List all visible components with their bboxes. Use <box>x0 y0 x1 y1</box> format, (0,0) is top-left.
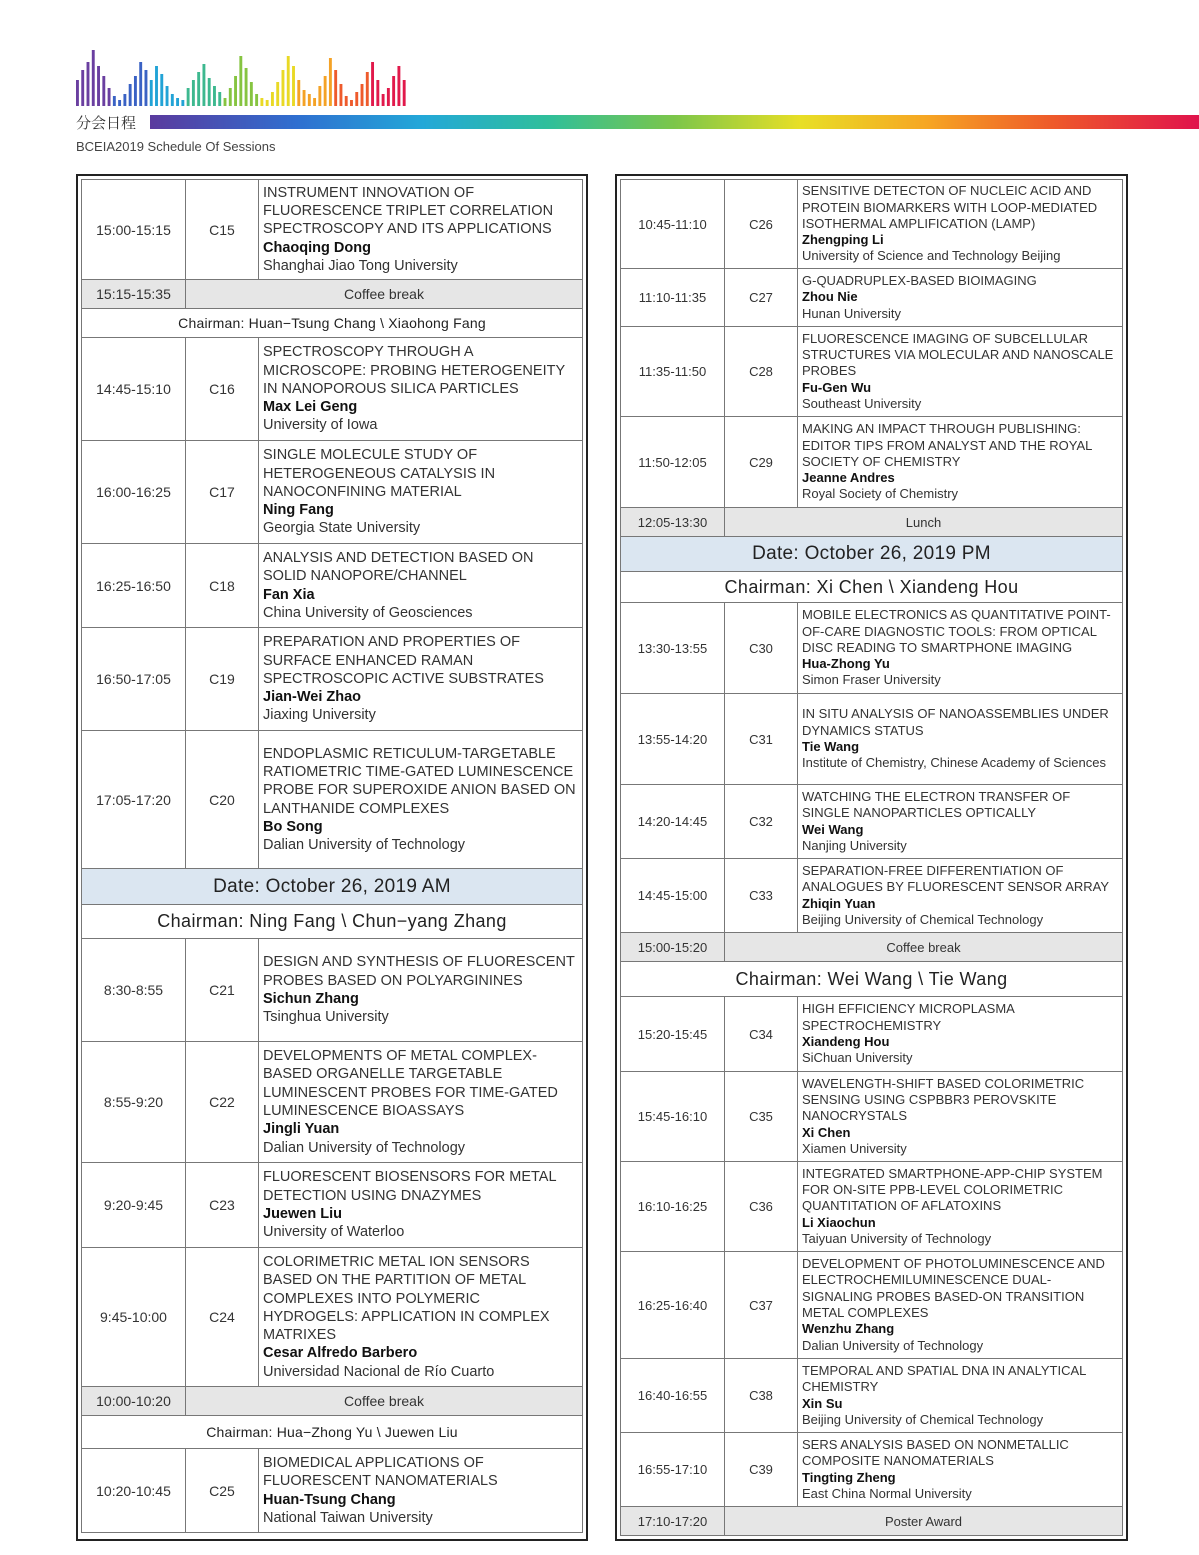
session-details <box>259 1163 583 1248</box>
logo-bar <box>113 96 116 106</box>
session-time: 9:20-9:45 <box>82 1163 186 1248</box>
section-title-en: BCEIA2019 Schedule Of Sessions <box>76 139 276 154</box>
talk-title: SPECTROSCOPY THROUGH A MICROSCOPE: PROBING HETEROGENEITY IN NANOPOROUS SILICA PARTICLES <box>263 344 565 397</box>
logo-bar <box>150 80 153 106</box>
session-row <box>82 628 583 731</box>
session-code: C32 <box>725 785 798 859</box>
logo-bar <box>350 100 353 106</box>
logo-bar <box>282 70 285 106</box>
logo-bar <box>166 86 169 106</box>
speaker-affiliation: Shanghai Jiao Tong University <box>263 257 458 274</box>
session-details <box>798 1252 1123 1359</box>
talk-title: HIGH EFFICIENCY MICROPLASMA SPECTROCHEMISTRY <box>802 1001 1015 1033</box>
schedule-table-right <box>620 179 1123 1536</box>
logo-bar <box>108 88 111 106</box>
logo-bar <box>229 88 232 106</box>
chairman-label: Chairman: Ning Fang \ Chun−yang Zhang <box>82 905 583 939</box>
session-details <box>798 1072 1123 1162</box>
speaker-affiliation: Simon Fraser University <box>802 672 941 688</box>
session-row <box>621 180 1123 269</box>
logo-bar <box>202 64 205 106</box>
talk-title: IN SITU ANALYSIS OF NANOASSEMBLIES UNDER DYNAMICS STATUS <box>802 706 1109 738</box>
session-time: 16:25-16:50 <box>82 544 186 628</box>
break-label: Coffee break <box>186 280 583 309</box>
session-time: 16:55-17:10 <box>621 1433 725 1507</box>
session-time: 11:10-11:35 <box>621 269 725 327</box>
logo-bar <box>397 66 400 106</box>
break-time: 15:15-15:35 <box>82 280 186 309</box>
speaker-name: Sichun Zhang <box>263 991 359 1007</box>
date-heading: Date: October 26, 2019 AM <box>82 869 583 905</box>
talk-title: INSTRUMENT INNOVATION OF FLUORESCENCE TRIPLET CORRELATION SPECTROSCOPY AND ITS APPLICATIONS <box>263 184 554 238</box>
logo-bar <box>382 94 385 106</box>
speaker-name: Max Lei Geng <box>263 399 358 416</box>
speaker-affiliation: University of Science and Technology Beijing <box>802 248 1061 264</box>
logo-bar <box>171 94 174 106</box>
logo-bar <box>208 78 211 106</box>
talk-title: FLUORESCENT BIOSENSORS FOR METAL DETECTION USING DNAZYMES <box>263 1169 557 1204</box>
logo-bar <box>403 80 406 106</box>
session-details <box>259 1449 583 1533</box>
logo-bar <box>303 90 306 106</box>
logo-bar <box>123 94 126 106</box>
chairman-label: Chairman: Xi Chen \ Xiandeng Hou <box>621 572 1123 603</box>
schedule-table-left <box>81 179 583 1533</box>
logo-bar <box>376 80 379 106</box>
session-code: C19 <box>186 628 259 731</box>
logo-bar <box>224 98 227 106</box>
speaker-name: Wenzhu Zhang <box>802 1321 895 1337</box>
logo-bar <box>118 100 121 106</box>
session-details <box>798 997 1123 1072</box>
session-row <box>82 1449 583 1533</box>
speaker-affiliation: University of Iowa <box>263 417 378 434</box>
speaker-name: Zhiqin Yuan <box>802 895 876 911</box>
session-row <box>82 939 583 1042</box>
logo-bar <box>239 56 242 106</box>
break-time: 12:05-13:30 <box>621 508 725 537</box>
chairman-row <box>82 1416 583 1449</box>
session-code: C38 <box>725 1359 798 1433</box>
session-code: C17 <box>186 441 259 544</box>
talk-title: G-QUADRUPLEX-BASED BIOIMAGING <box>802 273 1037 289</box>
logo-bar <box>266 100 269 106</box>
schedule-column-left <box>76 174 588 1541</box>
speaker-affiliation: Institute of Chemistry, Chinese Academy of Sciences <box>802 755 1106 771</box>
session-row <box>82 338 583 441</box>
session-row <box>621 859 1123 933</box>
session-code: C34 <box>725 997 798 1072</box>
speaker-name: Xi Chen <box>802 1124 851 1140</box>
speaker-name: Xin Su <box>802 1395 843 1411</box>
logo-bar <box>250 82 253 106</box>
session-code: C29 <box>725 417 798 508</box>
logo-bar <box>102 76 105 106</box>
session-row <box>621 785 1123 859</box>
speaker-affiliation: Dalian University of Technology <box>263 837 466 854</box>
session-row <box>621 1072 1123 1162</box>
session-time: 16:50-17:05 <box>82 628 186 731</box>
session-row <box>621 269 1123 327</box>
session-code: C35 <box>725 1072 798 1162</box>
talk-title: FLUORESCENCE IMAGING OF SUBCELLULAR STRUCTURES VIA MOLECULAR AND NANOSCALE PROBES <box>802 330 1114 379</box>
speaker-name: Fan Xia <box>263 586 315 603</box>
logo-bar <box>92 50 95 106</box>
talk-title: MOBILE ELECTRONICS AS QUANTITATIVE POINT-OF-CARE DIAGNOSTIC TOOLS: FROM OPTICAL DISC READING TO SMARTPHONE IMAGING <box>802 607 1111 655</box>
talk-title: SERS ANALYSIS BASED ON NONMETALLIC COMPOSITE NANOMATERIALS <box>802 1436 1069 1469</box>
session-time: 16:10-16:25 <box>621 1162 725 1252</box>
speaker-name: Juewen Liu <box>263 1206 342 1222</box>
session-row <box>82 180 583 280</box>
speaker-name: Ning Fang <box>263 502 334 519</box>
chairman-label: Chairman: Huan−Tsung Chang \ Xiaohong Fang <box>82 309 583 338</box>
session-time: 16:00-16:25 <box>82 441 186 544</box>
logo-bar <box>387 88 390 106</box>
logo-bar <box>271 92 274 106</box>
session-code: C30 <box>725 603 798 694</box>
logo-bar <box>334 70 337 106</box>
session-details <box>259 939 583 1042</box>
talk-title: DEVELOPMENTS OF METAL COMPLEX-BASED ORGANELLE TARGETABLE LUMINESCENT PROBES FOR TIME-GATED LUMINESCENCE BIOASSAYS <box>263 1048 558 1119</box>
chairman-row <box>82 905 583 939</box>
logo-bar <box>97 66 100 106</box>
logo-bar <box>134 76 137 106</box>
session-row <box>621 997 1123 1072</box>
session-row <box>621 1433 1123 1507</box>
session-details <box>798 785 1123 859</box>
logo-bar <box>245 68 248 106</box>
logo-bar <box>361 84 364 106</box>
speaker-name: Zhou Nie <box>802 289 858 305</box>
logo-bar <box>345 96 348 106</box>
logo-bar <box>324 76 327 106</box>
session-code: C16 <box>186 338 259 441</box>
logo-bar <box>313 98 316 106</box>
session-row <box>621 603 1123 694</box>
talk-title: SENSITIVE DETECTON OF NUCLEIC ACID AND PROTEIN BIOMARKERS WITH LOOP-MEDIATED ISOTHERMAL AMPLIFICATION (LAMP) <box>802 183 1098 231</box>
logo-bar <box>192 80 195 106</box>
session-time: 10:20-10:45 <box>82 1449 186 1533</box>
session-row <box>621 1252 1123 1359</box>
session-time: 8:55-9:20 <box>82 1042 186 1163</box>
session-time: 16:40-16:55 <box>621 1359 725 1433</box>
speaker-affiliation: Xiamen University <box>802 1140 907 1156</box>
session-details <box>259 441 583 544</box>
speaker-affiliation: Beijing University of Chemical Technology <box>802 1411 1044 1427</box>
session-code: C33 <box>725 859 798 933</box>
break-row <box>82 280 583 309</box>
logo-bar <box>255 94 258 106</box>
schedule-column-right <box>615 174 1128 1541</box>
logo-bar <box>392 76 395 106</box>
speaker-name: Tingting Zheng <box>802 1469 896 1485</box>
speaker-affiliation: University of Waterloo <box>263 1224 405 1241</box>
session-row <box>82 544 583 628</box>
session-time: 10:45-11:10 <box>621 180 725 269</box>
session-time: 8:30-8:55 <box>82 939 186 1042</box>
session-details <box>798 859 1123 933</box>
break-row <box>621 933 1123 962</box>
logo-bar <box>371 62 374 106</box>
session-code: C37 <box>725 1252 798 1359</box>
logo-bar <box>308 94 311 106</box>
logo-bar <box>87 62 90 106</box>
logo-bar <box>81 70 84 106</box>
break-label: Poster Award <box>725 1507 1123 1536</box>
speaker-affiliation: Dalian University of Technology <box>263 1139 466 1156</box>
speaker-affiliation: Georgia State University <box>263 520 421 537</box>
session-code: C18 <box>186 544 259 628</box>
session-time: 14:45-15:10 <box>82 338 186 441</box>
session-time: 15:00-15:15 <box>82 180 186 280</box>
talk-title: WAVELENGTH-SHIFT BASED COLORIMETRIC SENSING USING CSPBBR3 PEROVSKITE NANOCRYSTALS <box>802 1075 1085 1124</box>
talk-title: ENDOPLASMIC RETICULUM-TARGETABLE RATIOMETRIC TIME-GATED LUMINESCENCE PROBE FOR SUPEROXIDE ANION BASED ON LANTHANIDE COMPLEXES <box>263 745 576 817</box>
session-time: 16:25-16:40 <box>621 1252 725 1359</box>
session-row <box>621 694 1123 785</box>
session-time: 11:35-11:50 <box>621 327 725 417</box>
session-time: 14:20-14:45 <box>621 785 725 859</box>
session-details <box>259 1042 583 1163</box>
break-label: Lunch <box>725 508 1123 537</box>
break-time: 10:00-10:20 <box>82 1387 186 1416</box>
break-row <box>621 1507 1123 1536</box>
session-details <box>798 180 1123 269</box>
talk-title: DESIGN AND SYNTHESIS OF FLUORESCENT PROBES BASED ON POLYARGININES <box>263 954 575 989</box>
logo-bar <box>287 56 290 106</box>
session-time: 13:55-14:20 <box>621 694 725 785</box>
speaker-affiliation: SiChuan University <box>802 1050 913 1066</box>
section-title-cn: 分会日程 <box>76 115 137 132</box>
talk-title: MAKING AN IMPACT THROUGH PUBLISHING: EDITOR TIPS FROM ANALYST AND THE ROYAL SOCIETY OF CHEMISTRY <box>802 421 1092 469</box>
session-time: 15:45-16:10 <box>621 1072 725 1162</box>
break-time: 17:10-17:20 <box>621 1507 725 1536</box>
speaker-affiliation: Hunan University <box>802 305 901 321</box>
session-time: 13:30-13:55 <box>621 603 725 694</box>
session-details <box>259 628 583 731</box>
session-code: C31 <box>725 694 798 785</box>
speaker-affiliation: Taiyuan University of Technology <box>802 1230 992 1246</box>
talk-title: PREPARATION AND PROPERTIES OF SURFACE ENHANCED RAMAN SPECTROSCOPIC ACTIVE SUBSTRATES <box>263 634 544 687</box>
logo-bars-graphic <box>76 48 408 106</box>
logo-bar <box>234 76 237 106</box>
session-code: C36 <box>725 1162 798 1252</box>
speaker-affiliation: Dalian University of Technology <box>802 1337 984 1353</box>
speaker-name: Jingli Yuan <box>263 1121 340 1138</box>
session-details <box>259 180 583 280</box>
logo-bar <box>176 98 179 106</box>
session-row <box>621 327 1123 417</box>
logo-bar <box>76 80 79 106</box>
logo-bar <box>318 86 321 106</box>
speaker-affiliation: Jiaxing University <box>263 707 376 724</box>
speaker-name: Jeanne Andres <box>802 470 895 486</box>
logo-bar <box>339 84 342 106</box>
chairman-row <box>621 572 1123 603</box>
logo-bar <box>187 88 190 106</box>
speaker-affiliation: National Taiwan University <box>263 1509 433 1526</box>
date-heading: Date: October 26, 2019 PM <box>621 537 1123 572</box>
logo-bar <box>213 86 216 106</box>
session-row <box>82 441 583 544</box>
session-row <box>621 1359 1123 1433</box>
speaker-name: Hua-Zhong Yu <box>802 656 890 672</box>
session-time: 14:45-15:00 <box>621 859 725 933</box>
logo-bar <box>260 98 263 106</box>
talk-title: WATCHING THE ELECTRON TRANSFER OF SINGLE NANOPARTICLES OPTICALLY <box>802 788 1071 821</box>
session-code: C21 <box>186 939 259 1042</box>
speaker-affiliation: China University of Geosciences <box>263 604 473 621</box>
session-details <box>798 417 1123 508</box>
talk-title: SINGLE MOLECULE STUDY OF HETEROGENEOUS CATALYSIS IN NANOCONFINING MATERIAL <box>263 447 496 500</box>
session-row <box>621 417 1123 508</box>
logo-bar <box>276 82 279 106</box>
speaker-affiliation: Royal Society of Chemistry <box>802 486 959 502</box>
talk-title: BIOMEDICAL APPLICATIONS OF FLUORESCENT NANOMATERIALS <box>263 1454 498 1490</box>
session-row <box>82 1042 583 1163</box>
session-details <box>798 694 1123 785</box>
session-details <box>798 603 1123 694</box>
break-label: Coffee break <box>725 933 1123 962</box>
session-details <box>798 269 1123 327</box>
session-details <box>259 544 583 628</box>
speaker-name: Wei Wang <box>802 821 864 837</box>
speaker-name: Xiandeng Hou <box>802 1034 890 1049</box>
session-time: 9:45-10:00 <box>82 1248 186 1387</box>
session-code: C25 <box>186 1449 259 1533</box>
logo-bar <box>139 62 142 106</box>
talk-title: ANALYSIS AND DETECTION BASED ON SOLID NANOPORE/CHANNEL <box>263 549 534 585</box>
logo-bar <box>129 84 132 106</box>
session-details <box>259 731 583 869</box>
speaker-name: Fu-Gen Wu <box>802 379 872 395</box>
session-details <box>798 327 1123 417</box>
chairman-row <box>621 962 1123 997</box>
session-row <box>82 731 583 869</box>
speaker-name: Chaoqing Dong <box>263 239 371 256</box>
session-code: C27 <box>725 269 798 327</box>
speaker-affiliation: Tsinghua University <box>263 1009 389 1026</box>
speaker-affiliation: Universidad Nacional de Río Cuarto <box>263 1363 495 1380</box>
session-code: C23 <box>186 1163 259 1248</box>
talk-title: INTEGRATED SMARTPHONE-APP-CHIP SYSTEM FOR ON-SITE PPB-LEVEL COLORIMETRIC QUANTITATION OF AFLATOXINS <box>802 1165 1103 1214</box>
chairman-label: Chairman: Hua−Zhong Yu \ Juewen Liu <box>82 1416 583 1449</box>
logo-bar <box>355 92 358 106</box>
session-details <box>259 338 583 441</box>
date-row <box>621 537 1123 572</box>
session-row <box>621 1162 1123 1252</box>
session-code: C15 <box>186 180 259 280</box>
speaker-name: Huan-Tsung Chang <box>263 1491 396 1508</box>
speaker-name: Tie Wang <box>802 739 860 754</box>
session-code: C39 <box>725 1433 798 1507</box>
logo-bar <box>145 70 148 106</box>
speaker-name: Li Xiaochun <box>802 1214 876 1230</box>
session-time: 17:05-17:20 <box>82 731 186 869</box>
talk-title: SEPARATION-FREE DIFFERENTIATION OF ANALOGUES BY FLUORESCENT SENSOR ARRAY <box>802 862 1110 895</box>
session-details <box>798 1433 1123 1507</box>
session-time: 11:50-12:05 <box>621 417 725 508</box>
page-header <box>0 0 1199 170</box>
session-details <box>798 1359 1123 1433</box>
session-code: C26 <box>725 180 798 269</box>
speaker-name: Cesar Alfredo Barbero <box>263 1345 418 1362</box>
logo-bar <box>160 74 163 106</box>
session-code: C28 <box>725 327 798 417</box>
session-code: C22 <box>186 1042 259 1163</box>
session-row <box>82 1248 583 1387</box>
date-row <box>82 869 583 905</box>
talk-title: DEVELOPMENT OF PHOTOLUMINESCENCE AND ELECTROCHEMILUMINESCENCE DUAL-SIGNALING PROBES BASED-ON TRANSITION METAL COMPLEXES <box>802 1256 1105 1320</box>
session-details <box>798 1162 1123 1252</box>
break-time: 15:00-15:20 <box>621 933 725 962</box>
break-row <box>621 508 1123 537</box>
session-row <box>82 1163 583 1248</box>
speaker-affiliation: Nanjing University <box>802 837 907 853</box>
logo-bar <box>197 72 200 106</box>
logo-bar <box>292 66 295 106</box>
session-code: C24 <box>186 1248 259 1387</box>
logo-bar <box>366 72 369 106</box>
speaker-affiliation: Beijing University of Chemical Technology <box>802 911 1044 927</box>
speaker-name: Zhengping Li <box>802 232 884 248</box>
logo-bar <box>329 58 332 106</box>
speaker-affiliation: East China Normal University <box>802 1485 972 1501</box>
chairman-label: Chairman: Wei Wang \ Tie Wang <box>621 962 1123 997</box>
logo-bar <box>155 66 158 106</box>
speaker-name: Jian-Wei Zhao <box>263 689 362 706</box>
logo-bar <box>297 80 300 106</box>
break-row <box>82 1387 583 1416</box>
break-label: Coffee break <box>186 1387 583 1416</box>
speaker-name: Bo Song <box>263 818 323 835</box>
logo-bar <box>181 100 184 106</box>
speaker-affiliation: Southeast University <box>802 395 922 411</box>
chairman-row <box>82 309 583 338</box>
talk-title: TEMPORAL AND SPATIAL DNA IN ANALYTICAL CHEMISTRY <box>802 1362 1086 1395</box>
rainbow-banner <box>150 115 1199 129</box>
session-details <box>259 1248 583 1387</box>
talk-title: COLORIMETRIC METAL ION SENSORS BASED ON THE PARTITION OF METAL COMPLEXES INTO POLYMERIC HYDROGELS: APPLICATION IN COMPLEX MATRIXES <box>263 1253 550 1344</box>
session-code: C20 <box>186 731 259 869</box>
logo-bar <box>218 92 221 106</box>
session-time: 15:20-15:45 <box>621 997 725 1072</box>
